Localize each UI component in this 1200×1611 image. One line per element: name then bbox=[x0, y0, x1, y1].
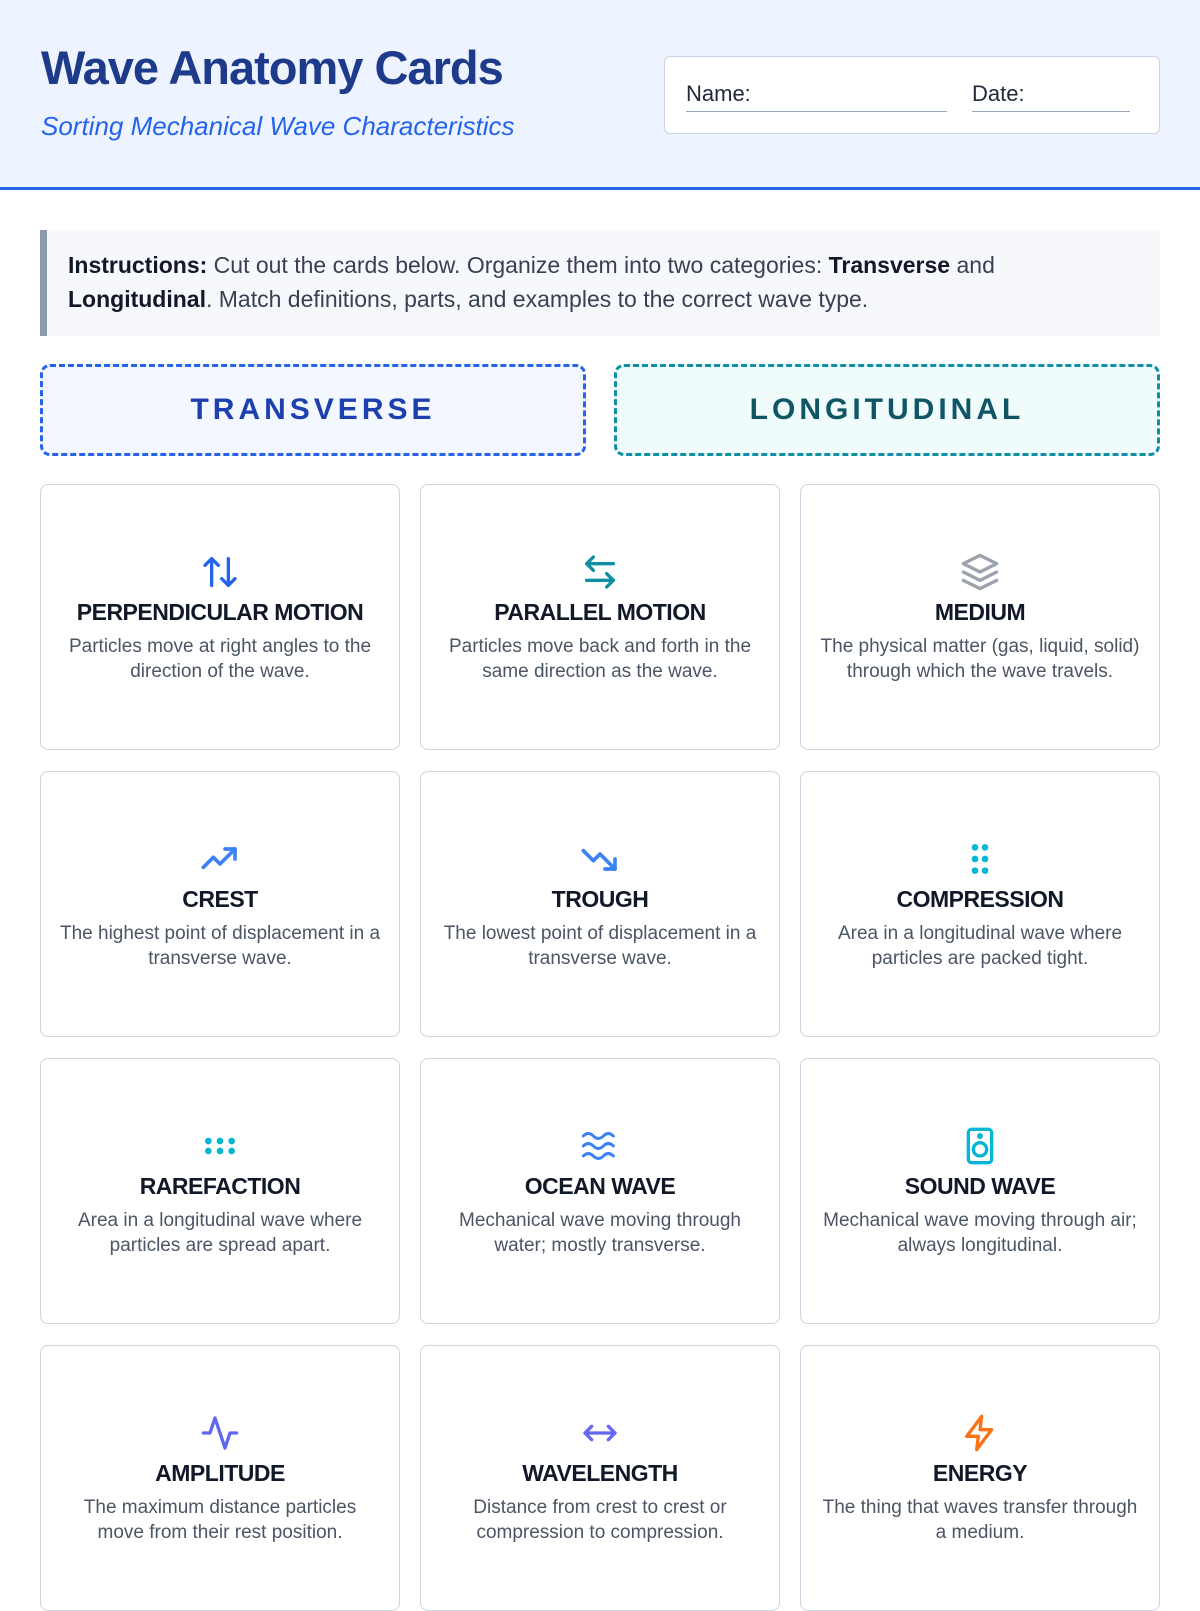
card-title: TROUGH bbox=[551, 885, 649, 912]
page-title: Wave Anatomy Cards bbox=[41, 41, 503, 94]
card-title: MEDIUM bbox=[934, 598, 1026, 625]
page-subtitle: Sorting Mechanical Wave Characteristics bbox=[41, 111, 515, 141]
instructions-and: and bbox=[950, 252, 995, 278]
zap-icon bbox=[959, 1412, 1001, 1454]
card-wavelength[interactable] bbox=[420, 1345, 780, 1611]
instructions-text-2: . Match definitions, parts, and examples to the correct wave type. bbox=[205, 286, 869, 312]
trending-down-icon bbox=[579, 838, 621, 880]
card-title: PARALLEL MOTION bbox=[494, 598, 706, 625]
card-text: The thing that waves transfer through a medium. bbox=[822, 1496, 1138, 1543]
instructions-category-1: Transverse bbox=[828, 252, 951, 278]
card-title: RAREFACTION bbox=[139, 1172, 301, 1199]
card-title: ENERGY bbox=[932, 1459, 1028, 1486]
card-sound-wave[interactable] bbox=[800, 1058, 1160, 1324]
name-label: Name: bbox=[686, 81, 751, 106]
move-horizontal-icon bbox=[579, 1412, 621, 1454]
grip-vertical-icon bbox=[959, 838, 1001, 880]
speaker-icon bbox=[959, 1125, 1001, 1167]
activity-icon bbox=[199, 1412, 241, 1454]
card-compression[interactable] bbox=[800, 771, 1160, 1037]
card-parallel-motion[interactable] bbox=[420, 484, 780, 750]
card-text: Particles move at right angles to the direction of the wave. bbox=[68, 635, 372, 682]
card-title: PERPENDICULAR MOTION bbox=[76, 598, 364, 625]
card-title: CREST bbox=[182, 885, 258, 912]
layers-icon bbox=[959, 551, 1001, 593]
card-title: AMPLITUDE bbox=[155, 1459, 285, 1486]
card-text: The highest point of displacement in a transverse wave. bbox=[59, 922, 381, 969]
card-medium[interactable] bbox=[800, 484, 1160, 750]
card-text: Area in a longitudinal wave where particles are packed tight. bbox=[837, 922, 1123, 969]
arrows-left-right-icon bbox=[579, 551, 621, 593]
card-trough[interactable] bbox=[420, 771, 780, 1037]
instructions-category-2: Longitudinal bbox=[68, 286, 206, 312]
transverse-category-zone[interactable]: TRANSVERSE bbox=[40, 364, 586, 456]
card-text: Mechanical wave moving through air; always longitudinal. bbox=[823, 1209, 1137, 1256]
card-text: Area in a longitudinal wave where particles are spread apart. bbox=[77, 1209, 363, 1256]
card-title: OCEAN WAVE bbox=[524, 1172, 676, 1199]
card-perpendicular-motion[interactable] bbox=[40, 484, 400, 750]
grip-horizontal-icon bbox=[199, 1125, 241, 1167]
instructions-box bbox=[40, 230, 1160, 336]
card-ocean-wave[interactable] bbox=[420, 1058, 780, 1324]
card-text: Mechanical wave moving through water; mostly transverse. bbox=[459, 1209, 741, 1256]
card-amplitude[interactable] bbox=[40, 1345, 400, 1611]
instructions-text-1: Cut out the cards below. Organize them into two categories: bbox=[207, 252, 829, 278]
card-crest[interactable] bbox=[40, 771, 400, 1037]
name-date-box bbox=[664, 56, 1160, 134]
date-field[interactable] bbox=[972, 111, 1130, 112]
card-text: Particles move back and forth in the same direction as the wave. bbox=[448, 635, 752, 682]
card-title: SOUND WAVE bbox=[904, 1172, 1056, 1199]
trending-up-icon bbox=[199, 838, 241, 880]
name-field[interactable] bbox=[686, 111, 947, 112]
instructions-lead: Instructions: bbox=[68, 252, 208, 278]
longitudinal-category-zone[interactable]: LONGITUDINAL bbox=[614, 364, 1160, 456]
card-title: COMPRESSION bbox=[896, 885, 1064, 912]
card-text: The maximum distance particles move from their rest position. bbox=[83, 1496, 357, 1543]
card-text: Distance from crest to crest or compression to compression. bbox=[473, 1496, 727, 1543]
arrows-up-down-icon bbox=[199, 551, 241, 593]
card-title: WAVELENGTH bbox=[522, 1459, 678, 1486]
card-text: The lowest point of displacement in a transverse wave. bbox=[443, 922, 757, 969]
card-energy[interactable] bbox=[800, 1345, 1160, 1611]
card-rarefaction[interactable] bbox=[40, 1058, 400, 1324]
card-text: The physical matter (gas, liquid, solid) through which the wave travels. bbox=[820, 635, 1140, 682]
worksheet-header bbox=[0, 0, 1200, 190]
date-label: Date: bbox=[972, 81, 1025, 106]
waves-icon bbox=[579, 1125, 621, 1167]
